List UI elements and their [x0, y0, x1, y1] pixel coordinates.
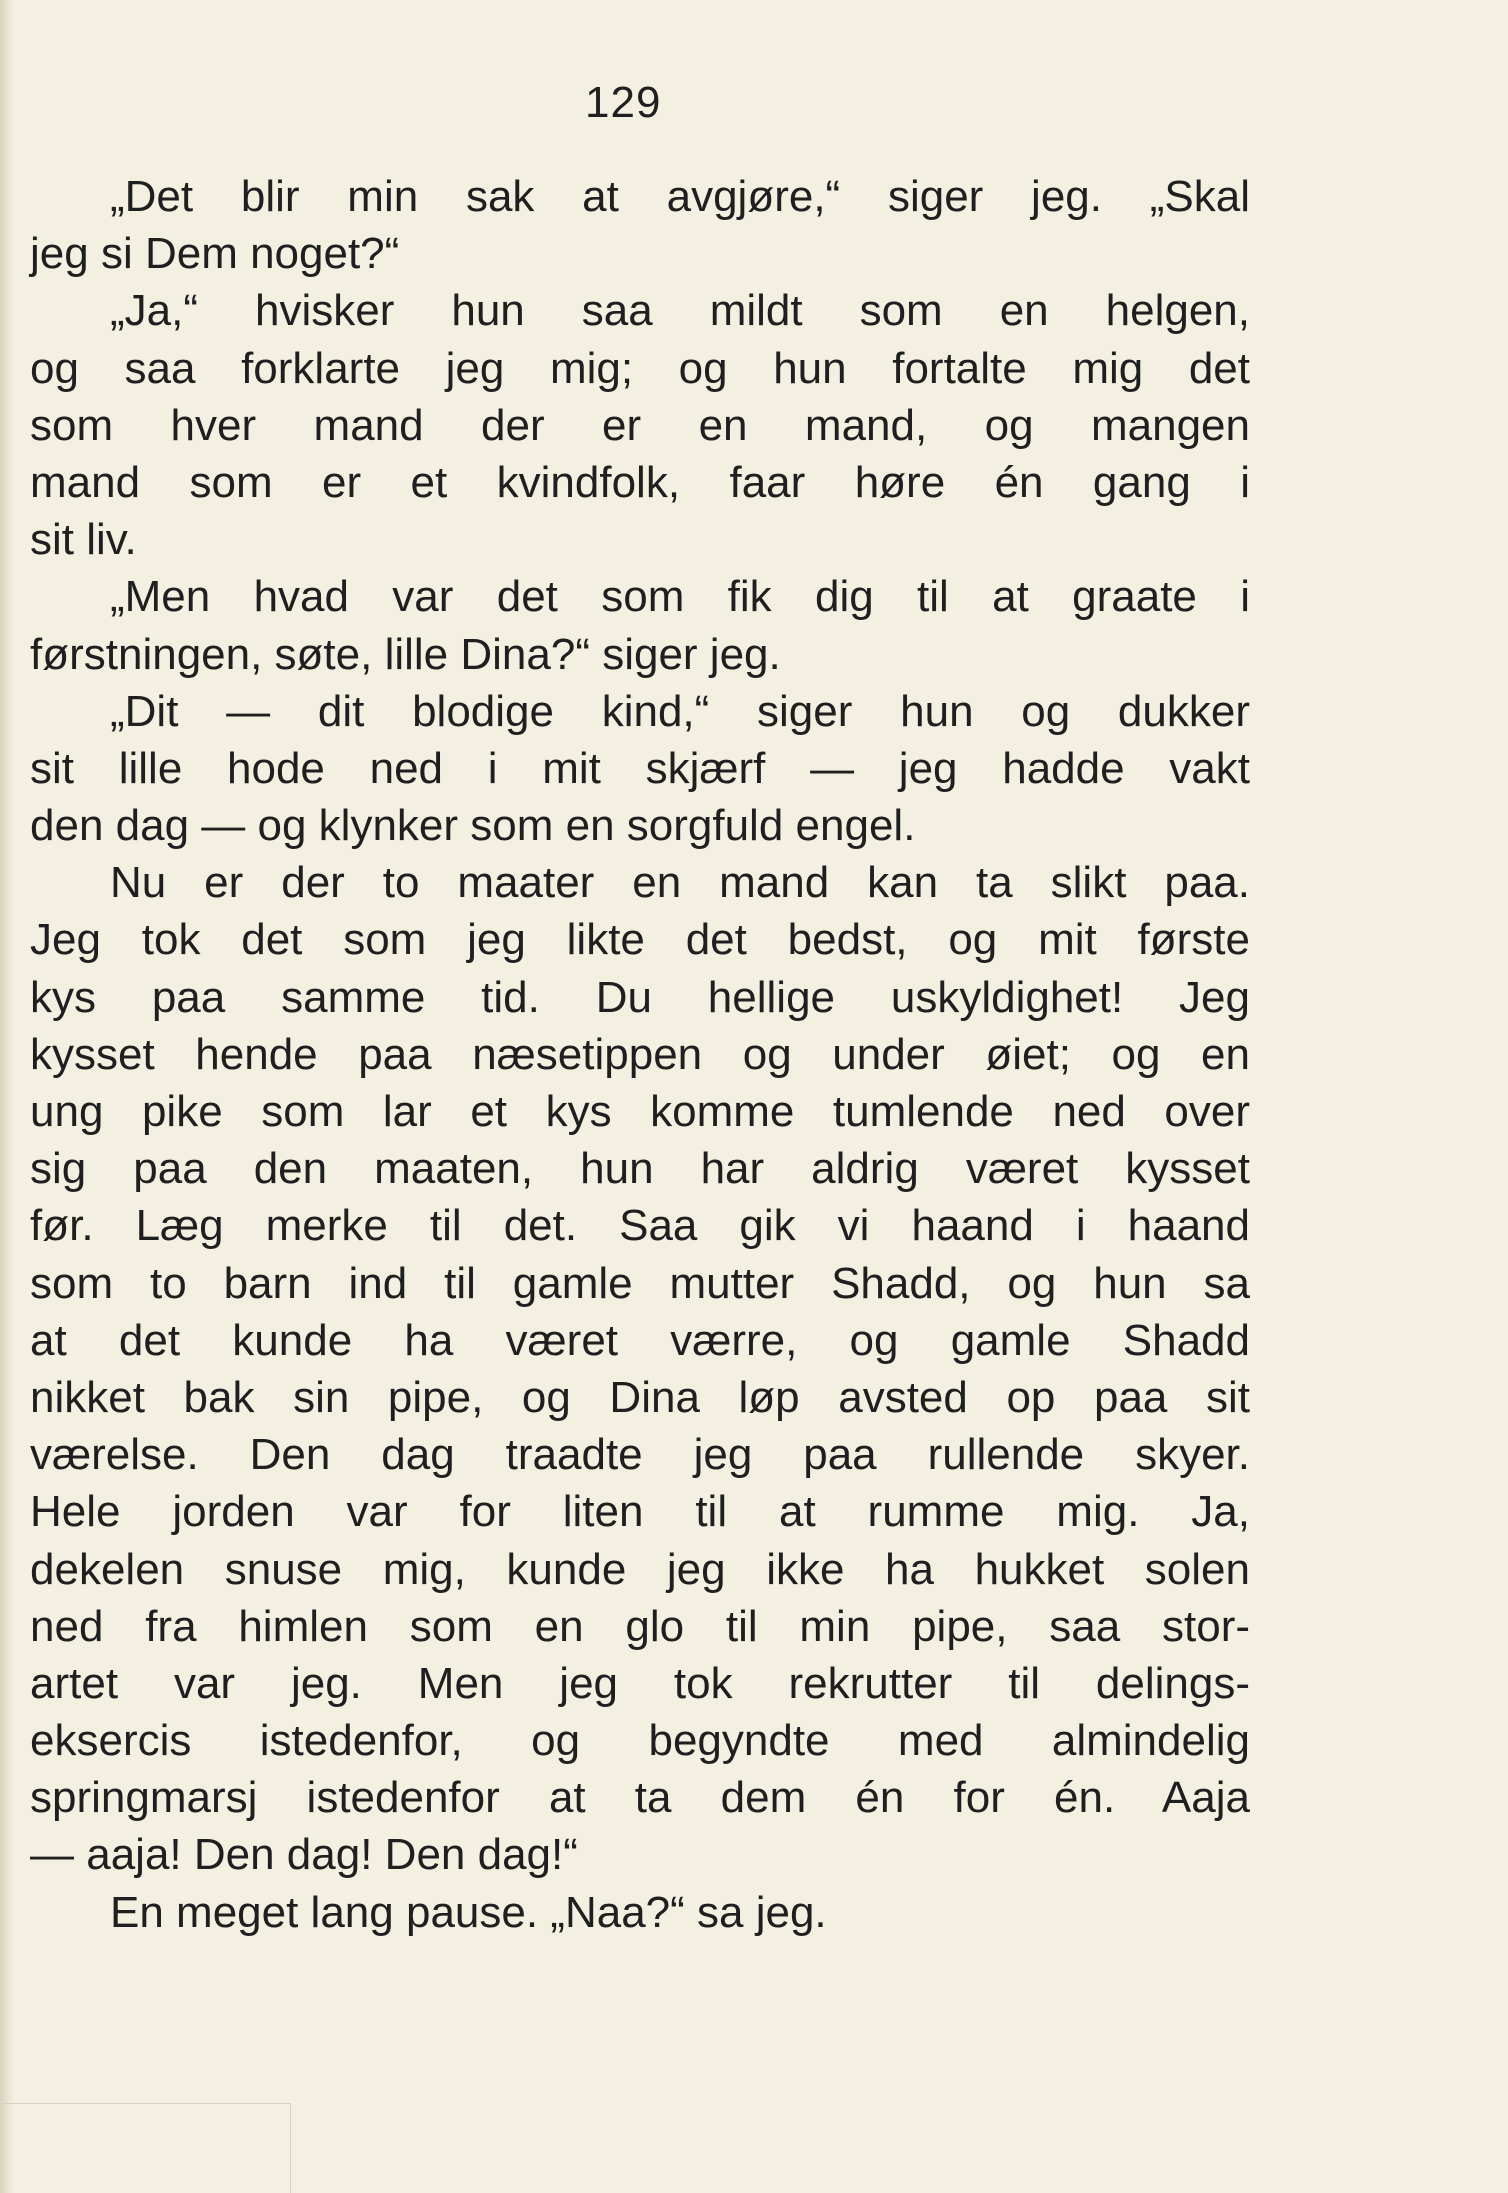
text-line: jeg si Dem noget?“	[30, 229, 400, 279]
text-line: „Men hvad var det som fik dig til at graate i	[110, 572, 1250, 622]
text-line: En meget lang pause. „Naa?“ sa jeg.	[110, 1887, 827, 1937]
text-line: at det kunde ha været værre, og gamle Shadd	[30, 1315, 1250, 1365]
text-line: sit lille hode ned i mit skjærf — jeg hadde vakt	[30, 743, 1250, 793]
text-line: Hele jorden var for liten til at rumme mig. Ja,	[30, 1487, 1250, 1537]
page-edge-shadow	[0, 0, 14, 2193]
scan-corner-mark	[0, 2103, 291, 2193]
text-line: nikket bak sin pipe, og Dina løp avsted op paa sit	[30, 1372, 1250, 1422]
text-line: før. Læg merke til det. Saa gik vi haand i haand	[30, 1201, 1250, 1251]
text-line: som to barn ind til gamle mutter Shadd, og hun sa	[30, 1258, 1250, 1308]
text-line: eksercis istedenfor, og begyndte med almindelig	[30, 1716, 1250, 1766]
text-line: sit liv.	[30, 515, 137, 565]
text-line: „Ja,“ hvisker hun saa mildt som en helgen,	[110, 286, 1250, 336]
page-number: 129	[585, 78, 662, 127]
text-line: ung pike som lar et kys komme tumlende ned over	[30, 1087, 1250, 1136]
text-line: mand som er et kvindfolk, faar høre én gang i	[30, 457, 1250, 507]
text-line: Jeg tok det som jeg likte det bedst, og mit første	[30, 915, 1250, 965]
body-text	[30, 168, 1250, 1941]
text-line: kysset hende paa næsetippen og under øiet; og en	[30, 1029, 1250, 1079]
text-line: dekelen snuse mig, kunde jeg ikke ha hukket solen	[30, 1544, 1250, 1594]
text-line: Nu er der to maater en mand kan ta slikt paa.	[110, 858, 1250, 908]
text-line: førstningen, søte, lille Dina?“ siger jeg.	[30, 629, 781, 679]
text-line: artet var jeg. Men jeg tok rekrutter til delings-	[30, 1658, 1250, 1708]
text-line: „Det blir min sak at avgjøre,“ siger jeg. „Skal	[110, 172, 1250, 221]
text-line: sig paa den maaten, hun har aldrig været kysset	[30, 1144, 1250, 1194]
text-line: den dag — og klynker som en sorgfuld engel.	[30, 801, 916, 851]
text-line: som hver mand der er en mand, og mangen	[30, 400, 1250, 450]
text-line: og saa forklarte jeg mig; og hun fortalte mig det	[30, 343, 1250, 393]
text-line: ned fra himlen som en glo til min pipe, saa stor-	[30, 1601, 1250, 1651]
text-line: værelse. Den dag traadte jeg paa rullende skyer.	[30, 1430, 1250, 1480]
text-line: — aaja! Den dag! Den dag!“	[30, 1830, 578, 1880]
text-line: „Dit — dit blodige kind,“ siger hun og dukker	[110, 686, 1250, 736]
text-line: springmarsj istedenfor at ta dem én for én. Aaja	[30, 1773, 1250, 1823]
text-line: kys paa samme tid. Du hellige uskyldighet! Jeg	[30, 972, 1250, 1022]
